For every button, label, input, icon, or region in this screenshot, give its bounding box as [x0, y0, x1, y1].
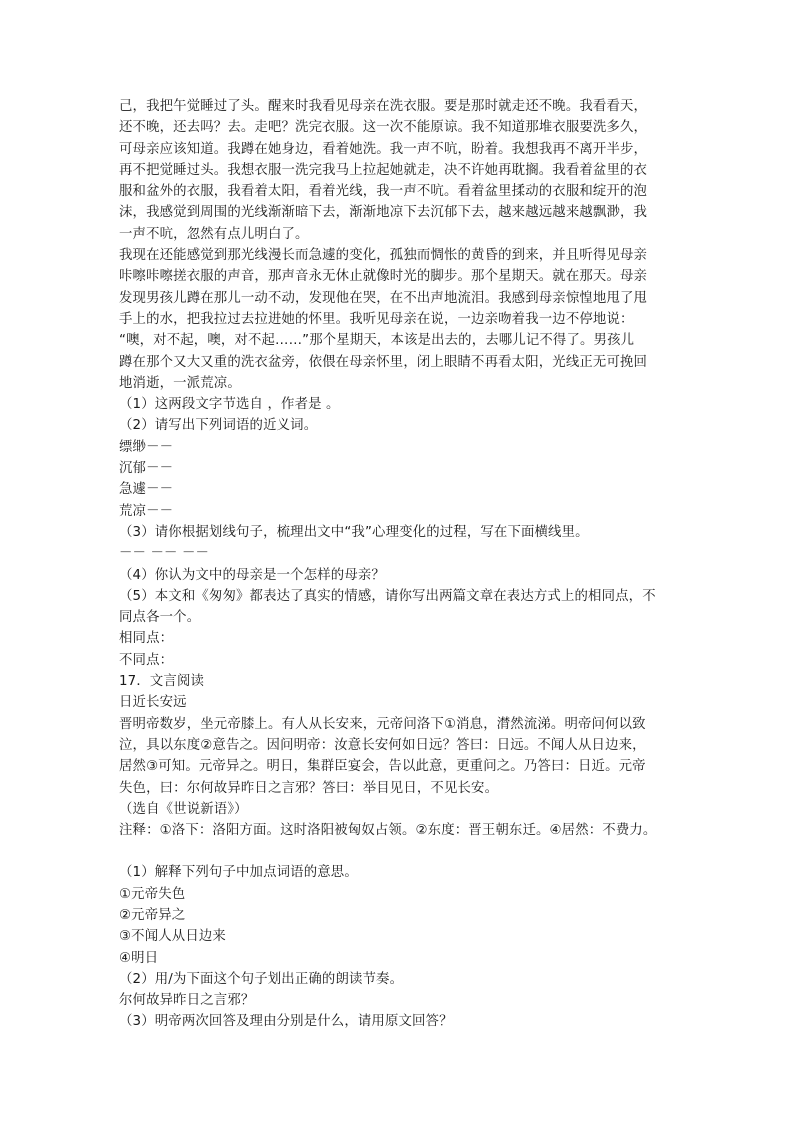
text-line: 蹲在那个又大又重的洗衣盆旁，依偎在母亲怀里，闭上眼睛不再看太阳，光线正无可挽回	[119, 354, 648, 370]
text-line: 尔何故异昨日之言邪？	[119, 993, 255, 1009]
text-line: ④明日	[119, 950, 159, 966]
text-line: 沫，我感觉到周围的光线渐渐暗下去，渐渐地凉下去沉郁下去，越来越远越来越飘渺，我	[119, 205, 648, 221]
text-line: 日近长安远	[119, 695, 187, 711]
text-line: 不同点：	[119, 652, 174, 668]
text-line: （选自《世说新语》）	[119, 801, 248, 817]
document-page	[119, 96, 679, 1033]
text-line: 咔嚓咔嚓搓衣服的声音，那声音永无休止就像时光的脚步。那个星期天。就在那天。母亲	[119, 269, 648, 285]
text-line: 缥缈－－	[119, 439, 174, 455]
text-line: 还不晚，还去吗？去。走吧？洗完衣服。这一次不能原谅。我不知道那堆衣服要洗多久，	[119, 120, 648, 136]
text-line: 己，我把午觉睡过了头。醒来时我看见母亲在洗衣服。要是那时就走还不晚。我看看天，	[119, 99, 648, 114]
text-line: 地消逝，一派荒凉。	[119, 375, 241, 391]
text-line: 再不把觉睡过头。我想衣服一洗完我马上拉起她就走，决不许她再耽搁。我看着盆里的衣	[119, 162, 648, 178]
text-line: 急遽－－	[119, 482, 174, 498]
text-line: 17．文言阅读	[119, 674, 205, 690]
text-line: （3）明帝两次回答及理由分别是什么，请用原文回答？	[119, 1014, 453, 1030]
text-line: 我现在还能感觉到那光线漫长而急遽的变化，孤独而惆怅的黄昏的到来，并且听得见母亲	[119, 248, 648, 264]
text-line: 手上的水，把我拉过去拉进她的怀里。我听见母亲在说，一边亲吻着我一边不停地说：	[119, 311, 634, 327]
text-line: 发现男孩儿蹲在那儿一动不动，发现他在哭，在不出声地流泪。我感到母亲惊惶地甩了甩	[119, 290, 648, 306]
text-line: 同点各一个。	[119, 610, 201, 626]
text-line: ①元帝失色	[119, 886, 186, 902]
text-line: （5）本文和《匆匆》都表达了真实的情感，请你写出两篇文章在表达方式上的相同点，不	[119, 588, 656, 604]
text-line: 失色，曰：尔何故异昨日之言邪？答曰：举目见日，不见长安。	[119, 780, 499, 796]
text-line: 晋明帝数岁，坐元帝膝上。有人从长安来，元帝问洛下①消息，潸然流涕。明帝问何以致	[119, 716, 646, 732]
text-line: 沉郁－－	[119, 461, 174, 477]
text-line: 泣，具以东度②意告之。因问明帝：汝意长安何如日远？答曰：日远。不闻人从日边来，	[119, 737, 646, 753]
text-line: （2）请写出下列词语的近义词。	[119, 418, 318, 434]
text-line: 荒凉－－	[119, 503, 174, 519]
text-line: －－ －－ －－	[119, 546, 210, 562]
text-line: 相同点：	[119, 631, 174, 647]
text-line: ②元帝异之	[119, 907, 186, 923]
text-line: 居然③可知。元帝异之。明日，集群臣宴会，告以此意，更重问之。乃答曰：日近。元帝	[119, 759, 646, 775]
text-line: （2）用/为下面这个句子划出正确的朗读节奏。	[119, 971, 404, 987]
text-line: （1）这两段文字节选自 ，作者是 。	[119, 397, 340, 413]
text-line: （4）你认为文中的母亲是一个怎样的母亲？	[119, 567, 385, 583]
text-line: （1）解释下列句子中加点词语的意思。	[119, 865, 358, 881]
text-line: “噢，对不起，噢，对不起……”那个星期天，本该是出去的，去哪儿记不得了。男孩儿	[119, 333, 635, 349]
text-line: 可母亲应该知道。我蹲在她身边，看着她洗。我一声不吭，盼着。我想我再不离开半步，	[119, 141, 648, 157]
text-line: 服和盆外的衣服，我看着太阳，看着光线，我一声不吭。看着盆里揉动的衣服和绽开的泡	[119, 184, 648, 200]
text-line: ③不闻人从日边来	[119, 929, 226, 945]
blank-line	[119, 841, 679, 862]
text-line: 注释：①洛下：洛阳方面。这时洛阳被匈奴占领。②东度：晋王朝东迁。④居然：不费力。	[119, 823, 657, 839]
text-line: （3）请你根据划线句子，梳理出文中“我”心理变化的过程，写在下面横线里。	[119, 524, 589, 540]
text-line: 一声不吭，忽然有点儿明白了。	[119, 226, 309, 242]
